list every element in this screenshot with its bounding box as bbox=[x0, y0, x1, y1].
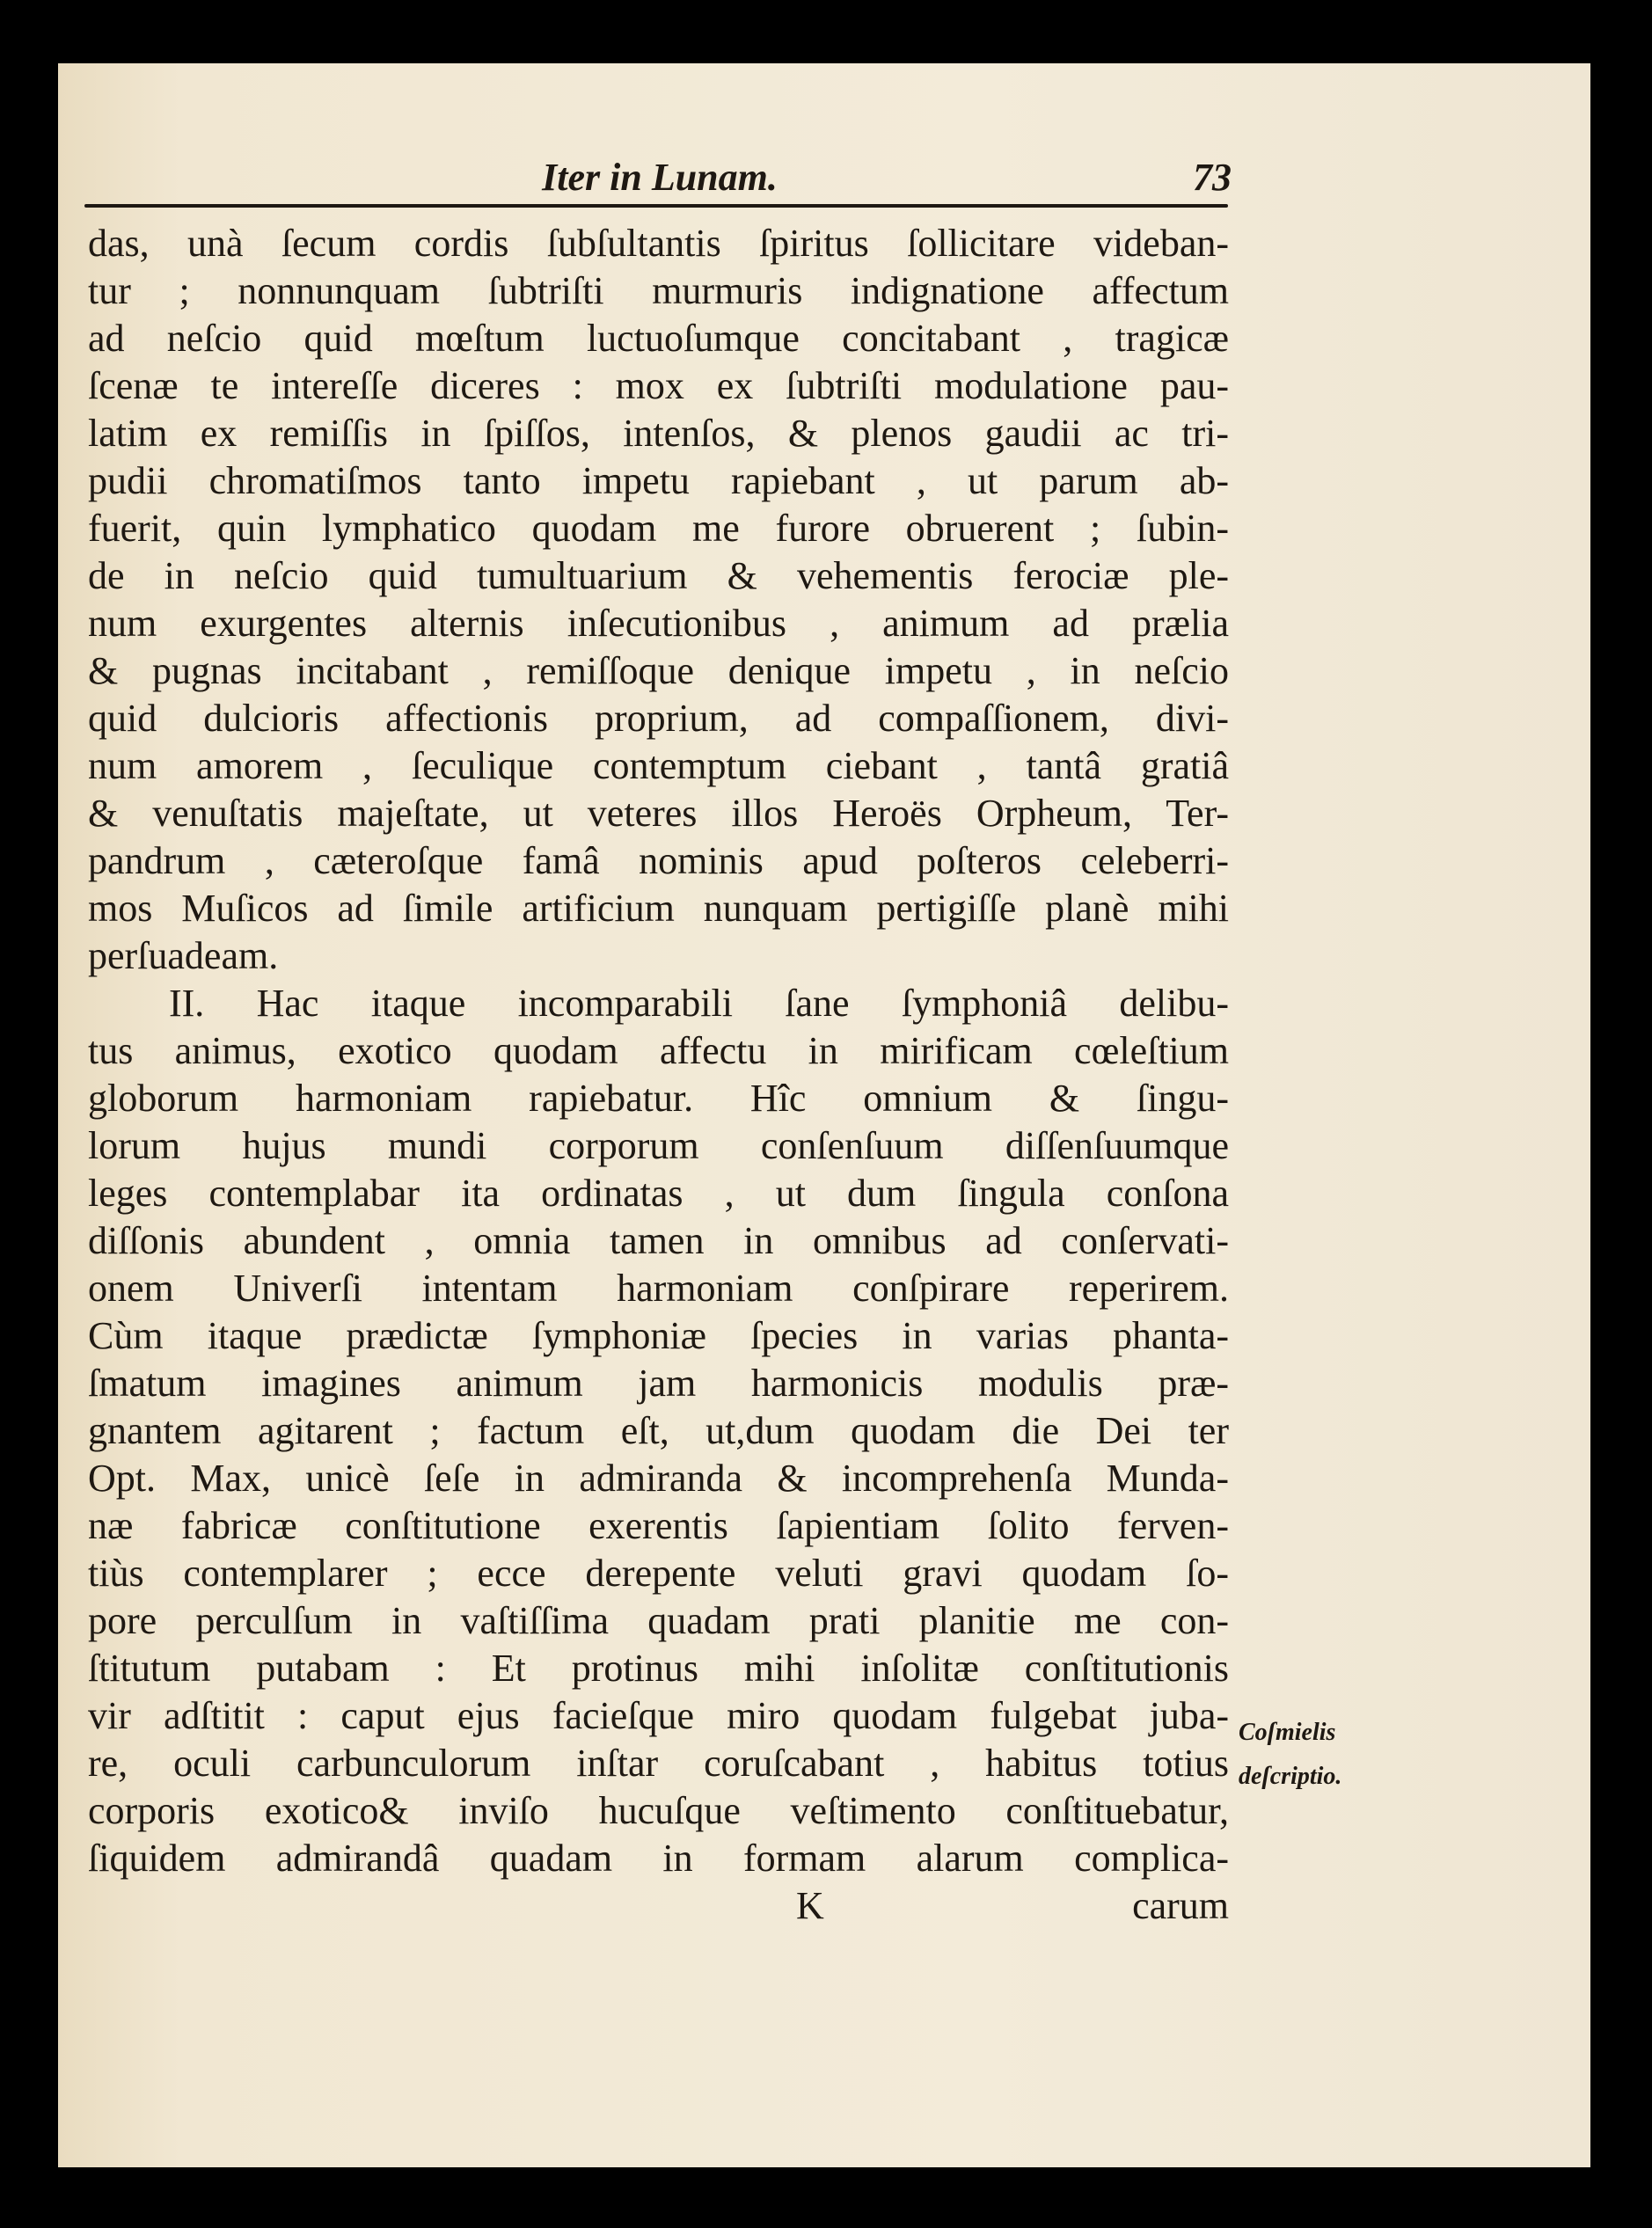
text-line: & venuſtatis majeſtate, ut veteres illos Heroës Orpheum, Ter- bbox=[88, 792, 1229, 835]
text-line: ad neſcio quid mœſtum luctuoſumque concitabant , tragicæ bbox=[88, 317, 1229, 360]
text-line: pandrum , cæteroſque famâ nominis apud poſteros celeberri- bbox=[88, 839, 1229, 882]
text-line: fuerit, quin lymphatico quodam me furore obruerent ; ſubin- bbox=[88, 507, 1229, 550]
text-line: onem Univerſi intentam harmoniam conſpirare reperirem. bbox=[88, 1267, 1229, 1310]
marginal-note-line: Coſmielis bbox=[1239, 1719, 1336, 1746]
signature-mark: K bbox=[796, 1884, 824, 1927]
text-line: leges contemplabar ita ordinatas , ut dum ſingula conſona bbox=[88, 1172, 1229, 1215]
text-line: vir adſtitit : caput ejus facieſque miro quodam fulgebat juba- bbox=[88, 1694, 1229, 1737]
text-line: & pugnas incitabant , remiſſoque denique impetu , in neſcio bbox=[88, 649, 1229, 692]
text-line: næ fabricæ conſtitutione exerentis ſapientiam ſolito ferven- bbox=[88, 1504, 1229, 1547]
text-line: re, oculi carbunculorum inſtar coruſcabant , habitus totius bbox=[88, 1742, 1229, 1785]
page-footer bbox=[88, 1882, 1229, 1930]
text-line: Cùm itaque prædictæ ſymphoniæ ſpecies in varias phanta- bbox=[88, 1314, 1229, 1357]
text-line: pudii chromatiſmos tanto impetu rapiebant , ut parum ab- bbox=[88, 459, 1229, 502]
text-line: num amorem , ſeculique contemptum ciebant , tantâ gratiâ bbox=[88, 744, 1229, 787]
page-number: 73 bbox=[1193, 156, 1232, 199]
text-line: II. Hac itaque incomparabili ſane ſymphoniâ delibu- bbox=[169, 982, 1229, 1025]
text-line: tus animus, exotico quodam affectu in mirificam cœleſtium bbox=[88, 1029, 1229, 1072]
text-line: ſiquidem admirandâ quadam in formam alarum complica- bbox=[88, 1837, 1229, 1880]
catchword: carum bbox=[1132, 1884, 1229, 1927]
marginal-note-line: deſcriptio. bbox=[1239, 1763, 1342, 1790]
text-line: de in neſcio quid tumultuarium & vehementis ferociæ ple- bbox=[88, 554, 1229, 597]
text-line: corporis exotico& inviſo hucuſque veſtimento conſtituebatur, bbox=[88, 1789, 1229, 1832]
header-rule bbox=[84, 204, 1228, 208]
text-line: lorum hujus mundi corporum conſenſuum diſſenſuumque bbox=[88, 1124, 1229, 1167]
text-line: pore perculſum in vaſtiſſima quadam prati planitie me con- bbox=[88, 1599, 1229, 1642]
text-line: tiùs contemplarer ; ecce derepente veluti gravi quodam ſo- bbox=[88, 1552, 1229, 1595]
text-line: diſſonis abundent , omnia tamen in omnibus ad conſervati- bbox=[88, 1219, 1229, 1262]
text-line: Opt. Max, unicè ſeſe in admiranda & incomprehenſa Munda- bbox=[88, 1457, 1229, 1500]
text-line: gnantem agitarent ; factum eſt, ut,dum quodam die Dei ter bbox=[88, 1409, 1229, 1452]
text-line: tur ; nonnunquam ſubtriſti murmuris indignatione affectum bbox=[88, 269, 1229, 312]
running-header bbox=[88, 155, 1232, 199]
text-line: num exurgentes alternis inſecutionibus , animum ad prælia bbox=[88, 602, 1229, 645]
running-title: Iter in Lunam. bbox=[542, 156, 778, 199]
text-line: quid dulcioris affectionis proprium, ad compaſſionem, divi- bbox=[88, 697, 1229, 740]
text-line: ſtitutum putabam : Et protinus mihi inſolitæ conſtitutionis bbox=[88, 1647, 1229, 1690]
text-line: ſcenæ te intereſſe diceres : mox ex ſubtriſti modulatione pau- bbox=[88, 364, 1229, 407]
text-line: mos Muſicos ad ſimile artificium nunquam pertigiſſe planè mihi bbox=[88, 887, 1229, 930]
text-line: globorum harmoniam rapiebatur. Hîc omnium & ſingu- bbox=[88, 1077, 1229, 1120]
marginal-note bbox=[1239, 1711, 1341, 1799]
text-line: ſmatum imagines animum jam harmonicis modulis præ- bbox=[88, 1362, 1229, 1405]
text-line: perſuadeam. bbox=[88, 934, 279, 977]
text-line: latim ex remiſſis in ſpiſſos, intenſos, & plenos gaudii ac tri- bbox=[88, 412, 1229, 455]
text-line: das, unà ſecum cordis ſubſultantis ſpiritus ſollicitare videban- bbox=[88, 222, 1229, 265]
body-text bbox=[88, 220, 1229, 1930]
